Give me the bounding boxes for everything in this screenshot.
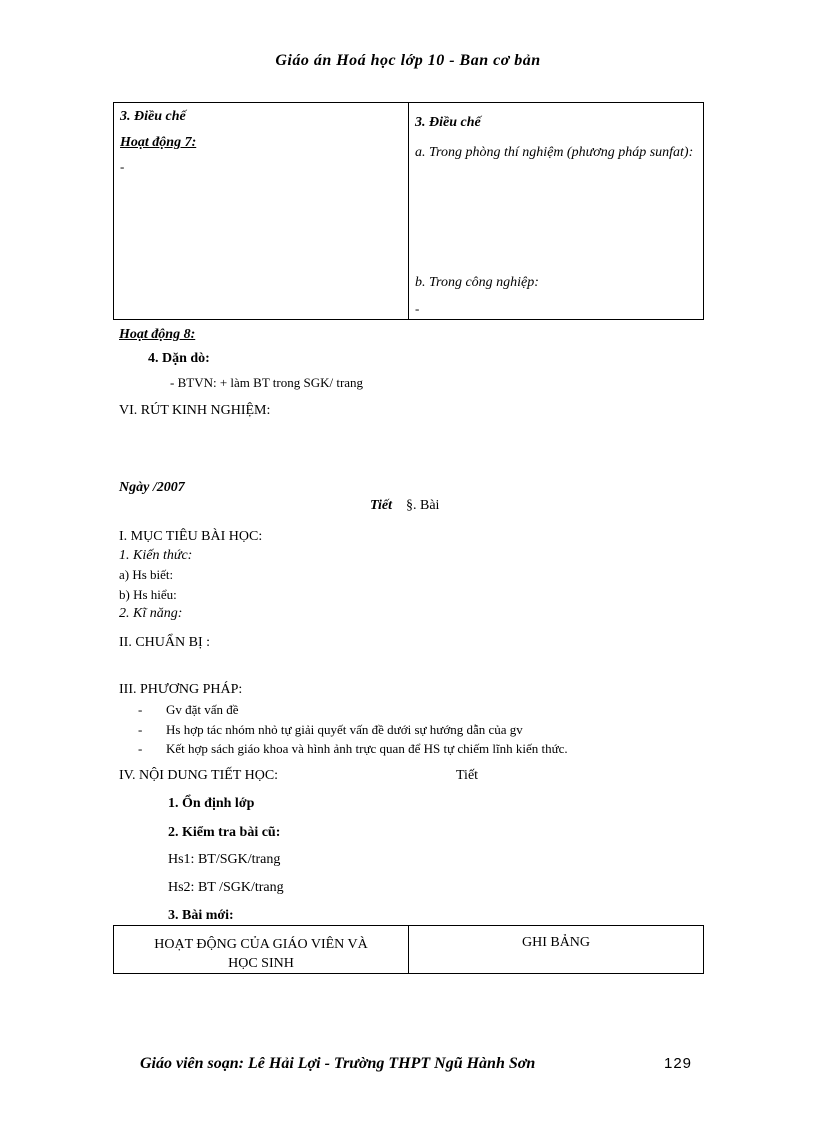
method-item: Gv đặt vấn đề [166,702,239,717]
skills-label: 2. Kĩ năng: [119,606,183,621]
footer-author: Giáo viên soạn: Lê Hải Lợi - Trường THPT Ngũ Hành Sơn [140,1055,536,1072]
section-4-heading: IV. NỘI DUNG TIẾT HỌC: [119,768,279,783]
homework-heading: 4. Dặn dò: [148,351,210,366]
left-cell-heading: 3. Điều chế [120,109,186,124]
page-header-title: Giáo án Hoá học lớp 10 - Ban cơ bản [275,52,541,69]
homework-line: - BTVN: + làm BT trong SGK/ trang [170,375,364,390]
section-3-heading: III. PHƯƠNG PHÁP: [119,682,243,697]
left-cell-dash: - [120,159,125,174]
table-1-divider [408,103,409,319]
table-2-col1-header [114,935,408,973]
right-cell-item-b: b. Trong công nghiệp: [415,275,539,290]
activity-7-label: Hoạt động 7: [120,135,197,150]
right-cell-dash: - [415,301,420,316]
lesson-bai-label: §. Bài [406,498,440,513]
hs1-line: Hs1: BT/SGK/trang [168,852,281,867]
activity-8-label: Hoạt động 8: [119,327,196,342]
step-3: 3. Bài mới: [168,908,234,923]
lesson-date: Ngày /2007 [119,480,185,495]
know-b: b) Hs hiểu: [119,587,177,602]
method-bullet: - [138,722,143,737]
hs2-line: Hs2: BT /SGK/trang [168,880,284,895]
content-table-2 [113,925,704,974]
table-2-col1-line1: HOẠT ĐỘNG CỦA GIÁO VIÊN VÀ [154,937,368,952]
method-item: Kết hợp sách giáo khoa và hình ảnh trực quan để HS tự chiếm lĩnh kiến thức. [166,741,568,756]
step-2: 2. Kiểm tra bài cũ: [168,825,281,840]
method-bullet: - [138,741,143,756]
method-bullet: - [138,702,143,717]
section-4-tiet: Tiết [456,768,479,783]
method-item: Hs hợp tác nhóm nhỏ tự giải quyết vấn đề dưới sự hướng dẫn của gv [166,722,523,737]
right-cell-item-a: a. Trong phòng thí nghiệm (phương pháp sunfat): [415,145,694,160]
section-1-heading: I. MỤC TIÊU BÀI HỌC: [119,529,263,544]
knowledge-label: 1. Kiến thức: [119,548,193,563]
know-a: a) Hs biết: [119,567,174,582]
table-2-col1-line2: HỌC SINH [228,956,294,971]
section-6-heading: VI. RÚT KINH NGHIỆM: [119,403,271,418]
content-table-1 [113,102,704,320]
right-cell-heading: 3. Điều chế [415,115,481,130]
table-2-col2-header: GHI BẢNG [521,935,591,950]
lesson-tiet-label: Tiết [370,498,393,513]
step-1: 1. Ổn định lớp [168,796,255,811]
section-2-heading: II. CHUẨN BỊ : [119,635,210,650]
page-number: 129 [664,1055,693,1072]
